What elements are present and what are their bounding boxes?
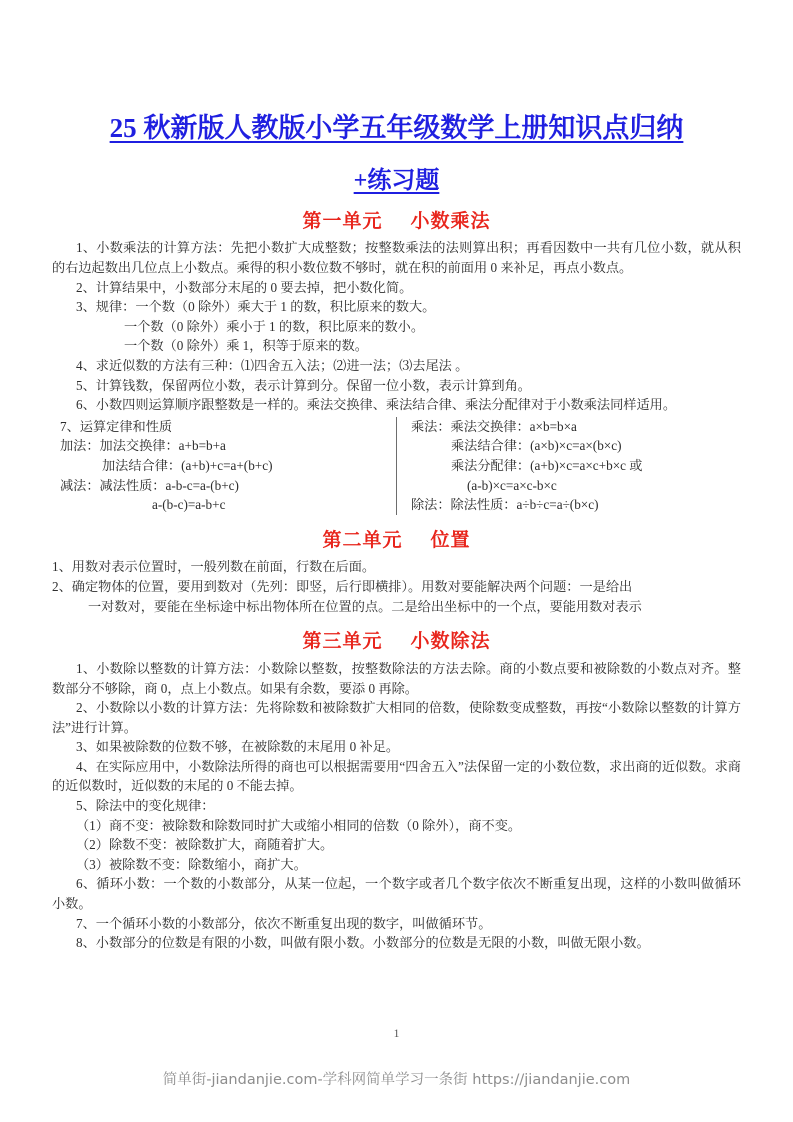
unit-3-item-5-sub-3: （3）被除数不变：除数缩小，商扩大。: [76, 856, 307, 872]
unit-1-item-1: 1、小数乘法的计算方法：先把小数扩大成整数；按整数乘法的法则算出积；再看因数中一共有几位小数，就从积的右边起数出几位点上小数点。乘得的积小数位数不够时，就在积的前面用 0 来补足，再点小数点。: [52, 240, 741, 276]
unit-3-item-4: 4、在实际应用中，小数除法所得的商也可以根据需要用“四舍五入”法保留一定的小数位数，求出商的近似数。求商的近似数时，近似数的末尾的 0 不能去掉。: [52, 758, 741, 794]
unit-2-item-1: 1、用数对表示位置时，一般列数在前面，行数在后面。: [52, 559, 376, 575]
law-multiplication-associative: 乘法结合律：(a×b)×c=a×(b×c): [451, 438, 622, 454]
unit-3-item-6: 6、循环小数：一个数的小数部分，从某一位起，一个数字或者几个数字依次不断重复出现，这样的小数叫做循环小数。: [52, 876, 741, 912]
unit-2-number: 第二单元: [322, 529, 403, 551]
law-addition-associative: 加法结合律：(a+b)+c=a+(b+c): [102, 457, 273, 473]
unit-1-item-6: 6、小数四则运算顺序跟整数是一样的。乘法交换律、乘法结合律、乘法分配律对于小数乘法同样适用。: [76, 397, 677, 413]
unit-1-item-3: 3、规律：一个数（0 除外）乘大于 1 的数，积比原来的数大。: [76, 299, 436, 315]
law-addition-commutative: 加法：加法交换律：a+b=b+a: [60, 438, 226, 454]
unit-heading-2: [52, 529, 741, 554]
unit-1-item-3-sub-1: 一个数（0 除外）乘小于 1 的数，积比原来的数小。: [124, 318, 425, 334]
unit-1-item-4: 4、求近似数的方法有三种：⑴四舍五入法；⑵进一法；⑶去尾法 。: [76, 358, 469, 373]
unit-1-item-3-sub-2: 一个数（0 除外）乘 1，积等于原来的数。: [124, 338, 368, 354]
laws-title: 7、运算定律和性质: [60, 418, 173, 434]
unit-3-item-2: 2、小数除以小数的计算方法：先将除数和被除数扩大相同的倍数，使除数变成整数，再按“小数除以整数的计算方法”进行计算。: [52, 700, 741, 735]
operation-laws-table: [52, 417, 741, 515]
unit-heading-3: [52, 630, 741, 655]
operation-laws-right-column: [396, 417, 741, 515]
unit-3-item-5: 5、除法中的变化规律：: [76, 798, 215, 814]
unit-1-item-5: 5、计算钱数，保留两位小数，表示计算到分。保留一位小数，表示计算到角。: [76, 377, 531, 393]
unit-2-name: 位置: [430, 529, 471, 551]
law-subtraction-property: 减法：减法性质：a-b-c=a-(b+c): [60, 477, 239, 493]
unit-3-item-1: 1、小数除以整数的计算方法：小数除以整数，按整数除法的方法去除。商的小数点要和被除数的小数点对齐。整数部分不够除，商 0，点上小数点。如果有余数，要添 0 再除。: [52, 660, 741, 696]
unit-heading-1: [52, 210, 741, 235]
unit-3-item-5-sub-1: （1）商不变：被除数和除数同时扩大或缩小相同的倍数（0 除外），商不变。: [76, 817, 522, 833]
unit-1-number: 第一单元: [302, 210, 383, 232]
unit-3-item-5-sub-2: （2）除数不变：被除数扩大，商随着扩大。: [76, 837, 334, 853]
unit-1-item-2: 2、计算结果中，小数部分末尾的 0 要去掉，把小数化简。: [76, 279, 413, 295]
law-multiplication-distributive: 乘法分配律：(a+b)×c=a×c+b×c 或: [451, 457, 643, 473]
page-subtitle-text: +练习题: [353, 167, 440, 194]
unit-3-name: 小数除法: [410, 631, 491, 653]
unit-2-item-2: 2、确定物体的位置，要用到数对（先列：即竖，后行即横排）。用数对要能解决两个问题：一是给出: [52, 579, 633, 595]
unit-3-item-7: 7、一个循环小数的小数部分，依次不断重复出现的数字，叫做循环节。: [76, 915, 492, 931]
unit-3-item-8: 8、小数部分的位数是有限的小数，叫做有限小数。小数部分的位数是无限的小数，叫做无限小数。: [76, 935, 650, 951]
page-title-text: 25 秋新版人教版小学五年级数学上册知识点归纳: [109, 113, 684, 143]
law-multiplication-commutative: 乘法：乘法交换律：a×b=b×a: [411, 418, 577, 434]
law-subtraction-property-2: a-(b-c)=a-b+c: [152, 497, 226, 513]
unit-3-number: 第三单元: [302, 631, 383, 653]
unit-2-item-2-cont: 一对数对，要能在坐标途中标出物体所在位置的点。二是给出坐标中的一个点，要能用数对表示: [88, 598, 642, 614]
page-number: 1: [393, 1028, 400, 1040]
unit-1-name: 小数乘法: [410, 210, 491, 232]
page-title: [52, 0, 741, 146]
page-subtitle: [52, 146, 741, 196]
unit-3-item-3: 3、如果被除数的位数不够，在被除数的末尾用 0 补足。: [76, 739, 400, 755]
operation-laws-left-column: [52, 417, 396, 515]
law-division-property: 除法：除法性质：a÷b÷c=a÷(b×c): [411, 497, 599, 513]
footer-credit: 简单街-jiandanjie.com-学科网简单学习一条街 https://jiandanjie.com: [162, 1072, 631, 1088]
law-multiplication-distributive-2: (a-b)×c=a×c-b×c: [467, 477, 557, 493]
